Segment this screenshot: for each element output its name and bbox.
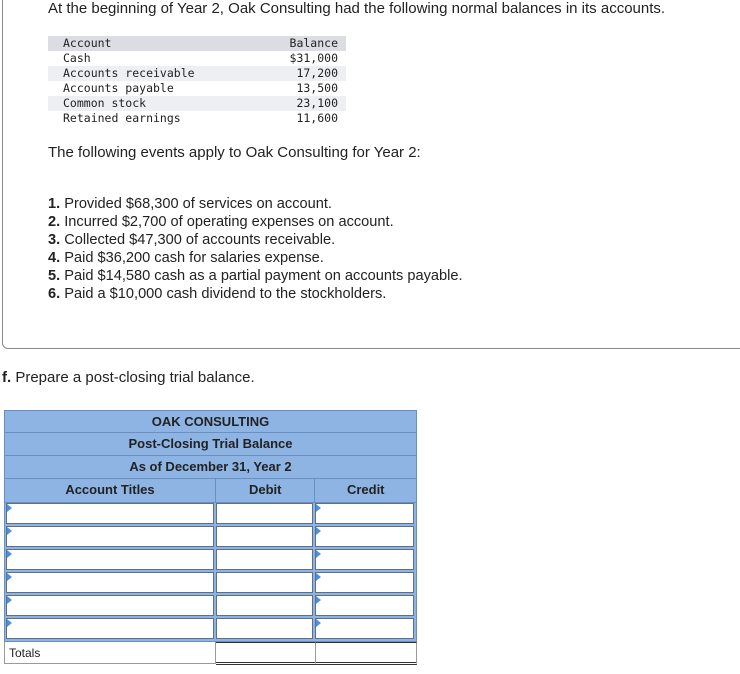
event-text: Provided $68,300 of services on account. — [60, 196, 332, 212]
dropdown-marker-icon — [7, 619, 12, 627]
part-letter: f. — [2, 369, 12, 386]
company-name: OAK CONSULTING — [4, 410, 417, 433]
dropdown-marker-icon — [7, 527, 12, 535]
events-intro-text: The following events apply to Oak Consulting for Year 2: — [48, 144, 421, 161]
table-row — [5, 549, 416, 572]
balances-header-balance: Balance — [263, 36, 346, 51]
balance-amount: 11,600 — [296, 111, 338, 125]
balance-account: Retained earnings — [63, 111, 181, 125]
balances-header-account: Account — [48, 36, 263, 51]
account-title-select[interactable] — [6, 549, 214, 570]
table-row — [48, 81, 346, 96]
dropdown-marker-icon — [7, 550, 12, 558]
debit-input[interactable] — [216, 595, 313, 616]
account-titles-header: Account Titles — [5, 479, 216, 502]
dropdown-marker-icon — [316, 573, 321, 581]
list-item — [48, 231, 463, 249]
event-text: Paid a $10,000 cash dividend to the stockholders. — [60, 286, 387, 302]
credit-total — [316, 642, 417, 665]
debit-input[interactable] — [216, 549, 313, 570]
beginning-balances-table — [48, 36, 346, 126]
credit-input[interactable] — [315, 595, 414, 616]
table-row — [5, 572, 416, 595]
credit-input[interactable] — [315, 549, 414, 570]
dropdown-marker-icon — [7, 504, 12, 512]
list-item — [48, 195, 463, 213]
credit-input[interactable] — [315, 618, 414, 639]
credit-header: Credit — [346, 482, 385, 497]
account-title-select[interactable] — [6, 526, 214, 547]
event-text: Paid $36,200 cash for salaries expense. — [60, 250, 324, 266]
debit-input[interactable] — [216, 526, 313, 547]
balances-header-row — [48, 36, 346, 51]
totals-row — [4, 641, 417, 664]
credit-input[interactable] — [315, 526, 414, 547]
part-f-prompt — [2, 369, 255, 386]
problem-statement-box — [2, 0, 740, 349]
part-f-text: Prepare a post-closing trial balance. — [11, 369, 255, 386]
debit-input[interactable] — [216, 503, 313, 524]
event-text: Incurred $2,700 of operating expenses on account. — [60, 214, 394, 230]
dropdown-marker-icon — [316, 527, 321, 535]
balance-amount: $31,000 — [289, 51, 338, 65]
balance-amount: 13,500 — [296, 81, 338, 95]
account-title-select[interactable] — [6, 595, 214, 616]
account-title-select[interactable] — [6, 572, 214, 593]
balance-account: Accounts receivable — [48, 66, 263, 81]
event-text: Collected $47,300 of accounts receivable. — [60, 232, 336, 248]
totals-label: Totals — [4, 642, 216, 664]
table-row — [48, 111, 346, 126]
trial-balance-worksheet — [4, 410, 417, 664]
debit-total — [216, 642, 316, 665]
event-number: 6. — [48, 286, 61, 302]
event-number: 3. — [48, 232, 61, 248]
event-number: 2. — [48, 214, 61, 230]
account-title-select[interactable] — [6, 618, 214, 639]
dropdown-marker-icon — [316, 504, 321, 512]
event-number: 5. — [48, 268, 61, 284]
list-item — [48, 267, 463, 285]
dropdown-marker-icon — [7, 573, 12, 581]
table-row — [48, 51, 346, 66]
table-row — [5, 503, 416, 526]
debit-header: Debit — [216, 479, 316, 502]
balance-account: Common stock — [48, 96, 263, 111]
balance-amount: 17,200 — [263, 66, 346, 81]
intro-text: At the beginning of Year 2, Oak Consulting had the following normal balances in its accounts. — [48, 0, 666, 17]
statement-title: Post-Closing Trial Balance — [4, 433, 417, 456]
table-row — [5, 595, 416, 618]
credit-input[interactable] — [315, 572, 414, 593]
account-title-select[interactable] — [6, 503, 214, 524]
balance-amount: 23,100 — [263, 96, 346, 111]
debit-input[interactable] — [216, 572, 313, 593]
debit-input[interactable] — [216, 618, 313, 639]
table-row — [48, 96, 346, 111]
statement-date: As of December 31, Year 2 — [4, 456, 417, 479]
entry-rows — [4, 503, 417, 641]
dropdown-marker-icon — [316, 596, 321, 604]
list-item — [48, 285, 463, 303]
column-headers — [4, 479, 417, 503]
credit-input[interactable] — [315, 503, 414, 524]
balance-account: Accounts payable — [63, 81, 174, 95]
dropdown-marker-icon — [316, 619, 321, 627]
event-number: 4. — [48, 250, 61, 266]
list-item — [48, 249, 463, 267]
balance-account: Cash — [63, 51, 91, 65]
table-row — [48, 66, 346, 81]
event-number: 1. — [48, 196, 61, 212]
list-item — [48, 213, 463, 231]
table-row — [5, 618, 416, 641]
dropdown-marker-icon — [7, 596, 12, 604]
dropdown-marker-icon — [316, 550, 321, 558]
events-list — [48, 195, 463, 303]
table-row — [5, 526, 416, 549]
event-text: Paid $14,580 cash as a partial payment on accounts payable. — [60, 268, 463, 284]
